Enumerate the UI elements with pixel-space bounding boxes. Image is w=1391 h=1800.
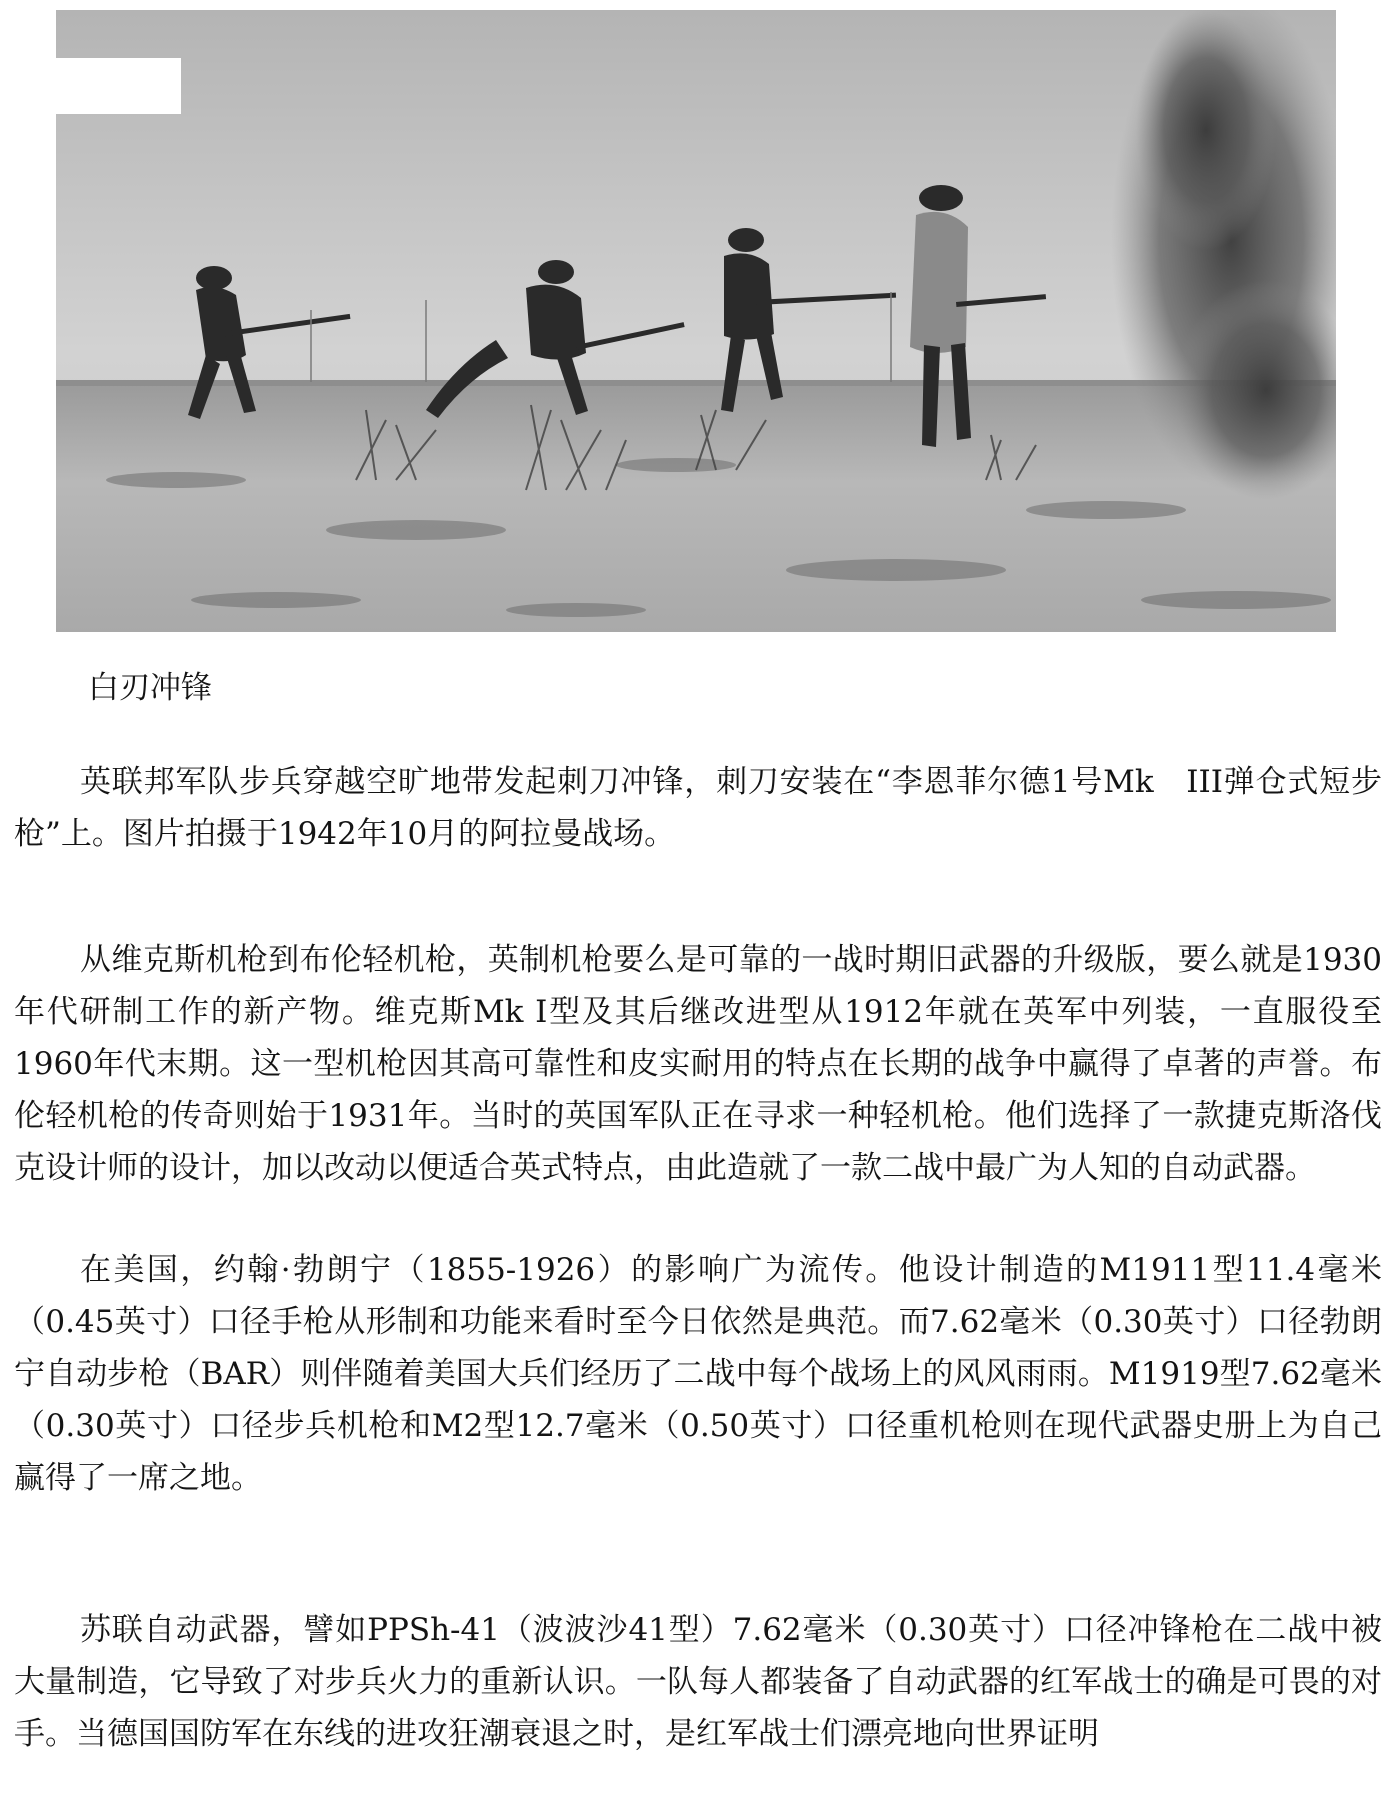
body-paragraph: 从维克斯机枪到布伦轻机枪，英制机枪要么是可靠的一战时期旧武器的升级版，要么就是1930年代研制工作的新产物。维克斯Mk I型及其后继改进型从1912年就在英军中列装，一直服役至1960年代末期。这一型机枪因其高可靠性和皮实耐用的特点在长期的战争中赢得了卓著的声誉。布伦轻机枪的传奇则始于1931年。当时的英国军队正在寻求一种轻机枪。他们选择了一款捷克斯洛伐克设计师的设计，加以改动以便适合英式特点，由此造就了一款二战中最广为人知的自动武器。 (14, 942, 1382, 1186)
photo-caption-text (14, 756, 1382, 860)
photo-image (56, 10, 1336, 632)
photo-infantry-bayonet-charge (56, 10, 1336, 632)
body-paragraph: 在美国，约翰·勃朗宁（1855-1926）的影响广为流传。他设计制造的M1911型11.4毫米（0.45英寸）口径手枪从形制和功能来看时至今日依然是典范。而7.62毫米（0.30英寸）口径勃朗宁自动步枪（BAR）则伴随着美国大兵们经历了二战中每个战场上的风风雨雨。M1919型7.62毫米（0.30英寸）口径步兵机枪和M2型12.7毫米（0.50英寸）口径重机枪则在现代武器史册上为自己赢得了一席之地。 (14, 1252, 1382, 1496)
body-paragraph-2 (14, 1244, 1382, 1504)
body-paragraph-3 (14, 1604, 1382, 1760)
caption-paragraph: 英联邦军队步兵穿越空旷地带发起刺刀冲锋，刺刀安装在“李恩菲尔德1号Mk III弹仓式短步枪”上。图片拍摄于1942年10月的阿拉曼战场。 (14, 764, 1382, 852)
photo-caption-title: 白刃冲锋 (88, 670, 212, 706)
body-paragraph-1 (14, 934, 1382, 1194)
body-paragraph: 苏联自动武器，譬如PPSh-41（波波沙41型）7.62毫米（0.30英寸）口径冲锋枪在二战中被大量制造，它导致了对步兵火力的重新认识。一队每人都装备了自动武器的红军战士的确是可畏的对手。当德国国防军在东线的进攻狂潮衰退之时，是红军战士们漂亮地向世界证明 (14, 1612, 1382, 1752)
